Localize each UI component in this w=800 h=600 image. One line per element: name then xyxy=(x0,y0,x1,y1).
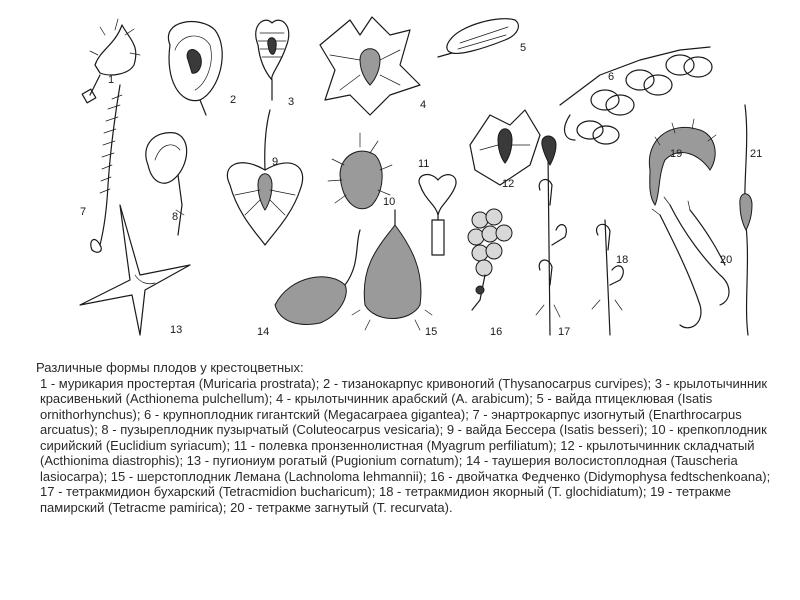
caption-body: 1 - мурикария простертая (Muricaria prostrata); 2 - тизанокарпус кривоногий (Thysanocarpus curvipes); 3 - крылотычинник красивенький (Acthionema pulchellum); 4 - крылотычинник арабский (A. arabicum); 5 - вайда птицеклювая (Isatis ornithorhynchus); 6 - крупноплодник гигантский (Megacarpaea gigantea); 7 - энартрокарпус изогнутый (Enarthrocarpus arcuatus); 8 - пузыреплодник пузырчатый (Coluteocarpus vesicaria); 9 - вайда Бессера (Isatis besseri); 10 - крепкоплодник сирийский (Euclidium syriacum); 11 - полевка пронзеннолистная (Myagrum perfiliatum); 12 - крылотычинник складчатый (Acthionima diastrophis); 13 - пугиониум рогатый (Pugionium cornatum); 14 - таушерия волосистоплодная (Tauscheria lasiocarpa); 15 - шерстоплодник Лемана (Lachnoloma lehmannii); 16 - двойчатка Федченко (Didymophysa fedtschenkoana); 17 - тетракмидион бухарский (Tetracmidion bucharicum); 18 - тетракмидион якорный (T. glochidiatum); 19 - тетракме памирский (Tetracme pamirica); 20 - тетракме загнутый (T. recurvata). xyxy=(40,375,771,515)
fruit-16-drawing xyxy=(468,209,512,310)
fruit-12-drawing xyxy=(470,110,540,185)
fig-number-21: 21 xyxy=(750,148,763,160)
fig-number-2: 2 xyxy=(230,94,237,106)
fruit-1-drawing xyxy=(82,19,140,103)
fig-number-19: 19 xyxy=(670,148,683,160)
figure-caption xyxy=(36,360,776,515)
fig-number-17: 17 xyxy=(558,326,571,338)
fig-number-11: 11 xyxy=(418,158,430,170)
fig-number-13: 13 xyxy=(170,324,183,336)
fruit-18-drawing xyxy=(592,220,623,335)
fruit-13-drawing xyxy=(80,205,190,335)
fruit-2-drawing xyxy=(168,22,222,115)
fruit-11-drawing xyxy=(419,175,456,255)
fig-number-20: 20 xyxy=(720,254,733,266)
fruit-3-drawing xyxy=(256,20,289,100)
fruit-5-drawing xyxy=(438,19,518,57)
fig-number-14: 14 xyxy=(257,326,270,338)
fig-number-15: 15 xyxy=(425,326,438,338)
fruit-15-drawing xyxy=(352,210,432,330)
fruit-20-drawing xyxy=(652,197,729,328)
fruit-9-drawing xyxy=(227,110,302,245)
fruit-14-drawing xyxy=(275,230,360,324)
caption-title: Различные формы плодов у крестоцветных: xyxy=(36,360,304,375)
fruit-7-drawing xyxy=(91,85,122,252)
fruit-17-drawing xyxy=(536,136,566,335)
fig-number-7: 7 xyxy=(80,206,87,218)
fig-number-9: 9 xyxy=(272,156,279,168)
botanical-illustration xyxy=(60,5,780,345)
fruit-4-drawing xyxy=(320,17,420,115)
fig-number-16: 16 xyxy=(490,326,503,338)
fruit-19-drawing xyxy=(649,119,716,205)
fig-number-5: 5 xyxy=(520,42,527,54)
fig-number-10: 10 xyxy=(383,196,396,208)
fig-number-18: 18 xyxy=(616,254,629,266)
fruit-8-drawing xyxy=(146,133,187,235)
fruit-21-drawing xyxy=(740,105,752,335)
fig-number-1: 1 xyxy=(108,74,115,86)
fig-number-6: 6 xyxy=(608,71,615,83)
fig-number-12: 12 xyxy=(502,178,515,190)
fig-number-4: 4 xyxy=(420,99,427,111)
fig-number-3: 3 xyxy=(288,96,295,108)
fig-number-8: 8 xyxy=(172,211,179,223)
